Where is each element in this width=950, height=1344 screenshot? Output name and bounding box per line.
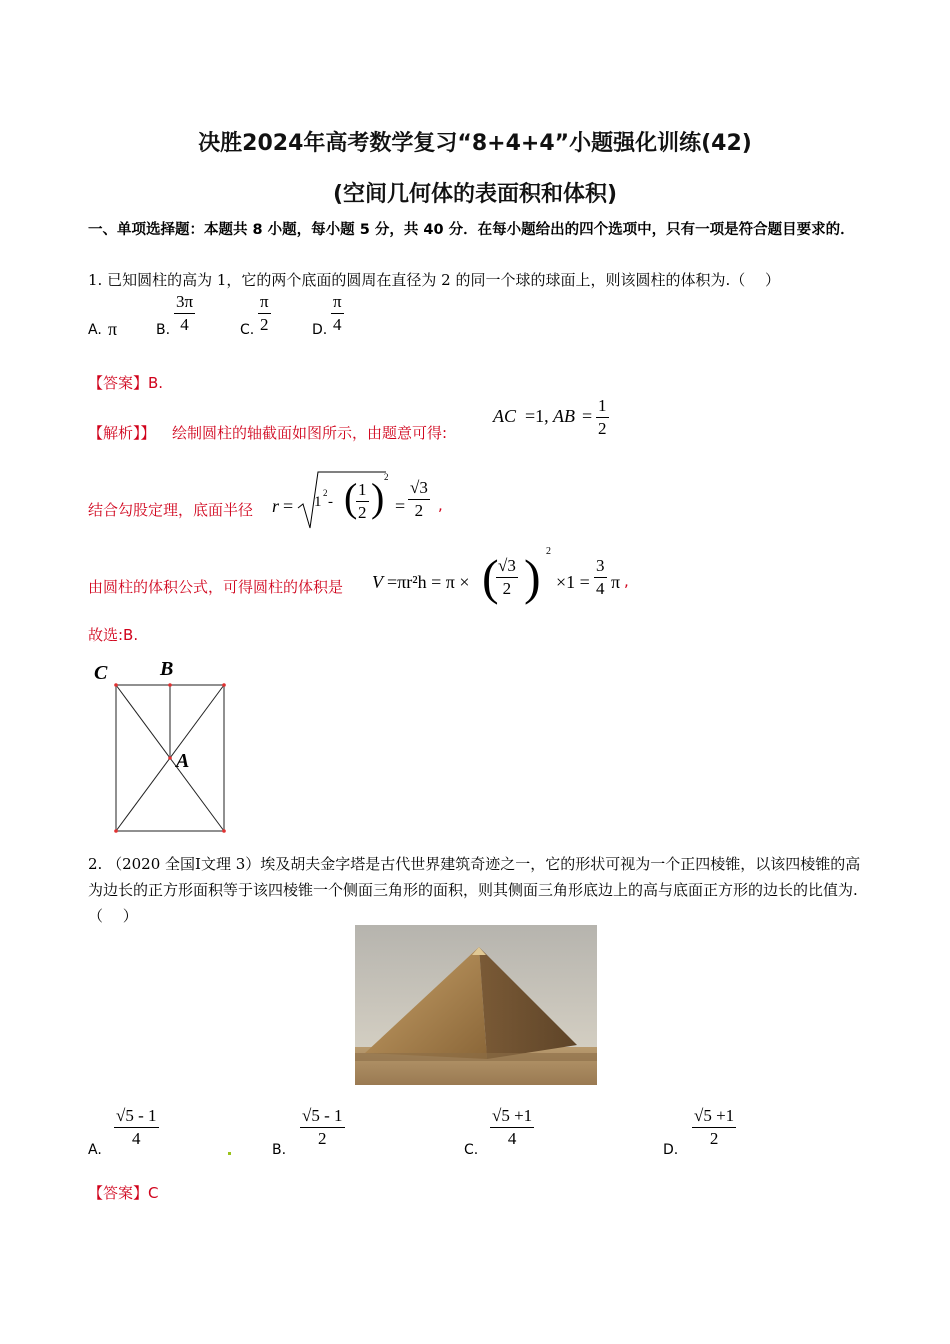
point-bottom-left: [114, 829, 118, 833]
question-1-stem: 1. 已知圆柱的高为 1，它的两个底面的圆周在直径为 2 的同一个球的球面上，则该圆柱的体积为.（ ）: [88, 271, 781, 289]
question-2-options: [88, 1104, 788, 1164]
math-volume-tail: ×1 =: [556, 572, 590, 592]
option-a-value: π: [108, 319, 118, 339]
rad-frac-pow: 2: [384, 472, 389, 482]
rad-minus: -: [328, 494, 333, 510]
question-2-stem: 2. （2020 全国Ⅰ文理 3）埃及胡夫金字塔是古代世界建筑奇迹之一，它的形状可视为一个正四棱锥，以该四棱锥的高为边长的正方形面积等于该四棱锥一个侧面三角形的面积，则其侧面三角形底边上的高与底面正方形的边长的比值为.（ ）: [88, 855, 861, 925]
section-heading: 一、单项选择题：本题共 8 小题，每小题 5 分，共 40 分．在每小题给出的四个选项中，只有一项是符合题目要求的．: [88, 222, 855, 238]
q2-option-b-fraction: $\frac{√5 - 1}{2}$: [302, 1106, 343, 1148]
volume-result: $\frac{3}{4}$: [596, 556, 605, 598]
point-a: [168, 756, 172, 760]
analysis-line-1: [88, 396, 788, 446]
label-b: B: [160, 658, 174, 680]
volume-frac: $\frac{√3}{2}$: [498, 556, 516, 598]
q2-option-d-label: D.: [663, 1142, 679, 1158]
math-r: r: [272, 496, 280, 516]
rad-pow: 2: [323, 488, 328, 498]
analysis-line-3: 由圆柱的体积公式，可得圆柱的体积是 V =πr²h = π × ( $\frac{√3}{2}$ ) 2 ×1 = $\frac{3}{4}$ π ,: [88, 546, 629, 605]
cylinder-cross-section-diagram: [88, 655, 248, 840]
analysis-line-2: 结合勾股定理，底面半径 r = 1 2 - ( $\frac{1}{2}$ ) 2 = $\frac{√3}{2}$ ,: [88, 468, 788, 532]
rad-frac: $\frac{1}{2}$: [358, 480, 367, 522]
option-d-fraction: $\frac{\pi}{4}$: [333, 292, 342, 334]
pyramid-photo: [355, 925, 597, 1085]
analysis-text-3: 由圆柱的体积公式，可得圆柱的体积是: [88, 578, 344, 596]
math-half: $\frac{1}{2}$: [598, 396, 607, 438]
question-1-conclusion: 故选:B.: [88, 626, 139, 644]
option-c-label: C.: [240, 322, 255, 338]
math-eq-2: =: [582, 406, 593, 426]
q2-option-d-fraction: $\frac{√5 +1}{2}$: [694, 1106, 735, 1148]
analysis-tag: 【解析】】: [88, 424, 156, 442]
q2-option-b-label: B.: [272, 1142, 287, 1158]
q2-option-c-label: C.: [464, 1142, 479, 1158]
label-a: A: [176, 750, 190, 772]
point-bottom-right: [222, 829, 226, 833]
math-eq-1: =1,: [525, 406, 549, 426]
option-b-label: B.: [156, 322, 171, 338]
math-ab: AB: [553, 406, 575, 426]
volume-pi: π: [611, 572, 621, 592]
question-1-options: [88, 292, 488, 352]
point-c: [114, 683, 118, 687]
label-c: C: [94, 662, 108, 684]
math-ac: AC: [493, 406, 517, 426]
point-b: [168, 683, 172, 687]
q2-option-a-label: A.: [88, 1142, 102, 1158]
question-2-answer: 【答案】C: [88, 1184, 159, 1202]
math-v: V: [372, 572, 383, 592]
point-top-right: [222, 683, 226, 687]
analysis-text-1: 绘制圆柱的轴截面如图所示，由题意可得:: [172, 424, 448, 442]
page-title: 决胜2024年高考数学复习“8+4+4”小题强化训练(42): [198, 131, 752, 156]
option-d-label: D.: [312, 322, 328, 338]
rad-one: 1: [314, 494, 322, 510]
option-a-label: A.: [88, 322, 102, 338]
q2-option-a-fraction: $\frac{√5 - 1}{4}$: [116, 1106, 157, 1148]
analysis-text-2: 结合勾股定理，底面半径: [88, 501, 254, 519]
option-c-fraction: $\frac{\pi}{2}$: [260, 292, 269, 334]
radius-result: $\frac{√3}{2}$: [410, 478, 428, 520]
option-b-fraction: $\frac{3\pi}{4}$: [176, 292, 194, 334]
volume-pow: 2: [546, 546, 551, 557]
page-subtitle: (空间几何体的表面积和体积): [332, 182, 618, 207]
q2-option-c-fraction: $\frac{√5 +1}{4}$: [492, 1106, 533, 1148]
math-volume-mid: =πr²h = π ×: [387, 572, 470, 592]
question-1-answer: 【答案】B.: [88, 374, 164, 392]
